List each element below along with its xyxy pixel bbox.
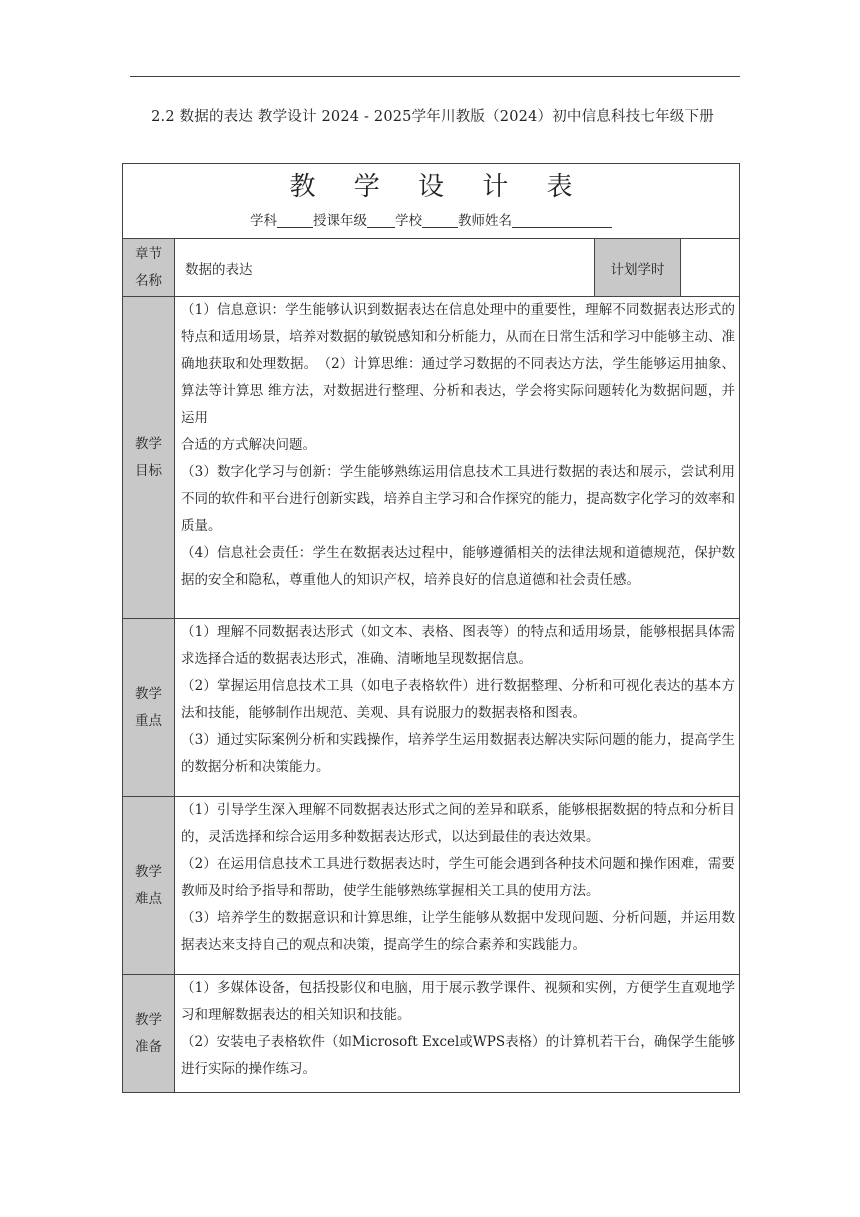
difficulties-content	[175, 797, 740, 975]
difficulties-label-line-2: 难点	[135, 890, 162, 907]
table-heading: 教 学 设 计 表	[289, 172, 588, 202]
chapter-label-line-2: 名称	[135, 272, 162, 289]
grade-label: 授课年级	[313, 213, 367, 229]
difficulties-label	[123, 797, 175, 975]
section-row-key-points	[123, 619, 740, 797]
paragraph: （1）引导学生深入理解不同数据表达形式之间的差异和联系，能够根据数据的特点和分析目的，灵活选择和综合运用多种数据表达形式，以达到最佳的表达效果。	[181, 802, 735, 845]
section-row-preparation	[123, 975, 740, 1093]
section-row-difficulties	[123, 797, 740, 975]
paragraph: （2）在运用信息技术工具进行数据表达时，学生可能会遇到各种技术问题和操作困难，需要教师及时给予指导和帮助，使学生能够熟练掌握相关工具的使用方法。	[181, 856, 735, 899]
subject-blank[interactable]	[277, 213, 313, 228]
paragraph: （1）理解不同数据表达形式（如文本、表格、图表等）的特点和适用场景，能够根据具体需求选择合适的数据表达形式，准确、清晰地呈现数据信息。	[181, 624, 735, 667]
chapter-label	[123, 239, 175, 297]
table-header-cell	[123, 164, 740, 239]
objectives-label	[123, 297, 175, 619]
info-fields	[123, 211, 739, 231]
school-blank[interactable]	[422, 213, 458, 228]
paragraph: （3）数字化学习与创新：学生能够熟练运用信息技术工具进行数据的表达和展示，尝试利用不同的软件和平台进行创新实践，培养自主学习和合作探究的能力，提高数字化学习的效率和质量。	[181, 464, 735, 534]
paragraph: （3）通过实际案例分析和实践操作，培养学生运用数据表达解决实际问题的能力，提高学生的数据分析和决策能力。	[181, 732, 735, 775]
header-rule	[130, 76, 740, 77]
objectives-label-line-2: 目标	[135, 462, 162, 479]
school-label: 学校	[395, 213, 422, 229]
chapter-label-line-1: 章节	[135, 245, 162, 262]
grade-blank[interactable]	[367, 213, 395, 228]
table-header-row	[123, 164, 740, 239]
paragraph: （2）安装电子表格软件（如Microsoft Excel或WPS表格）的计算机若干台，确保学生能够进行实际的操作练习。	[181, 1034, 735, 1077]
preparation-content	[175, 975, 740, 1093]
subject-label: 学科	[250, 213, 277, 229]
preparation-label	[123, 975, 175, 1093]
paragraph: （4）信息社会责任：学生在数据表达过程中，能够遵循相关的法律法规和道德规范，保护数据的安全和隐私，尊重他人的知识产权，培养良好的信息道德和社会责任感。	[181, 545, 735, 588]
key-points-content	[175, 619, 740, 797]
paragraph: （3）培养学生的数据意识和计算思维，让学生能够从数据中发现问题、分析问题，并运用数据表达来支持自己的观点和决策，提高学生的综合素养和实践能力。	[181, 910, 735, 953]
chapter-value: 数据的表达	[175, 239, 595, 297]
teacher-blank[interactable]	[512, 213, 612, 228]
key-points-label-line-1: 教学	[135, 685, 162, 702]
hours-label: 计划学时	[595, 239, 681, 297]
objectives-content	[175, 297, 740, 619]
paragraph: （2）掌握运用信息技术工具（如电子表格软件）进行数据整理、分析和可视化表达的基本方法和技能，能够制作出规范、美观、具有说服力的数据表格和图表。	[181, 678, 735, 721]
paragraph: 合适的方式解决问题。	[181, 437, 316, 453]
difficulties-label-line-1: 教学	[135, 863, 162, 880]
preparation-label-line-1: 教学	[135, 1011, 162, 1028]
key-points-label	[123, 619, 175, 797]
key-points-label-line-2: 重点	[135, 712, 162, 729]
chapter-row	[123, 239, 740, 297]
section-row-objectives	[123, 297, 740, 619]
paragraph: （1）信息意识：学生能够认识到数据表达在信息处理中的重要性，理解不同数据表达形式的特点和适用场景，培养对数据的敏锐感知和分析能力，从而在日常生活和学习中能够主动、准确地获取和处理数据。 （2）计算思维：通过学习数据的不同表达方法，学生能够运用抽象、算法等计算思 维方法，对数据进行整理、分析和表达，学会将实际问题转化为数据问题，并运用	[181, 302, 735, 426]
document-title: 2.2 数据的表达 教学设计 2024 - 2025学年川教版（2024）初中信息科技七年级下册	[151, 109, 714, 125]
teacher-label: 教师姓名	[458, 213, 512, 229]
hours-value	[681, 239, 740, 297]
paragraph: （1）多媒体设备，包括投影仪和电脑，用于展示教学课件、视频和实例，方便学生直观地学习和理解数据表达的相关知识和技能。	[181, 980, 735, 1023]
teaching-design-table	[122, 163, 740, 1093]
objectives-label-line-1: 教学	[135, 435, 162, 452]
preparation-label-line-2: 准备	[135, 1038, 162, 1055]
